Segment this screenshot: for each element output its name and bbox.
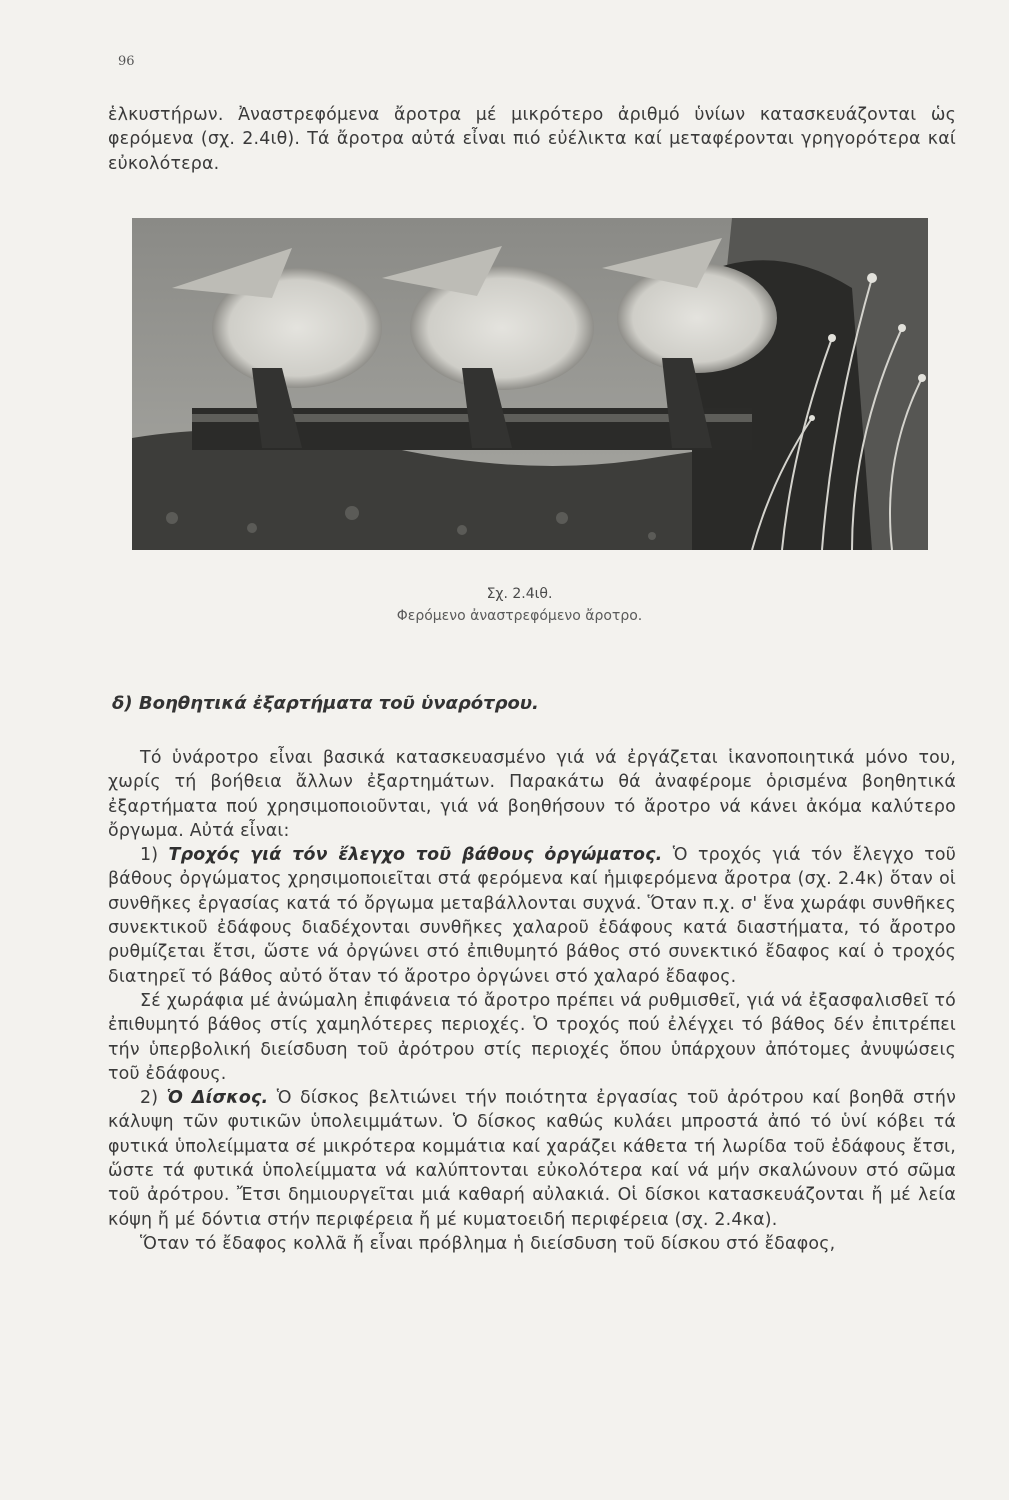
paragraph: Ὅταν τό ἔδαφος κολλᾶ ἤ εἶναι πρόβλημα ἡ διείσδυση τοῦ δίσκου στό ἔδαφος, — [140, 1233, 836, 1254]
item-number: 1) — [140, 845, 159, 866]
plough-photo — [132, 218, 928, 550]
paragraph: Τό ὑνάροτρο εἶναι βασικά κατασκευασμένο γιά νά ἐργάζεται ἱκανοποιητικά μόνο του, χωρίς τή βοήθεια ἄλλων ἐξαρτημάτων. Παρακάτω θά ἀναφέρομε ὁρισμένα βοηθητικά ἐξαρτήματα πού χρησιμοποιοῦνται, γιά νά βοηθήσουν τό ἄροτρο νά κάνει ἀκόμα καλύτερο ὄργωμα. Αὐτά εἶναι: — [108, 748, 956, 841]
item-title: Ὁ Δίσκος. — [166, 1088, 269, 1109]
item-number: 2) — [140, 1088, 159, 1109]
intro-paragraph: ἑλκυστήρων. Ἀναστρεφόμενα ἄροτρα μέ μικρότερο ἀριθμό ὑνίων κατασκευάζονται ὡς φερόμενα (σχ. 2.4ιθ). Τά ἄροτρα αὐτά εἶναι πιό εὐέλικτα καί μεταφέρονται γρηγορότερα καί εὐκολότερα. — [108, 105, 956, 174]
paragraph: Σέ χωράφια μέ ἀνώμαλη ἐπιφάνεια τό ἄροτρο πρέπει νά ρυθμισθεῖ, γιά νά ἐξασφαλισθεῖ τό ἐπιθυμητό βάθος στίς χαμηλότερες περιοχές. Ὁ τροχός πού ἐλέγχει τό βάθος δέν ἐπιτρέπει τήν ὑπερβολική διείσδυση τοῦ ἀρότρου στίς περιοχές ὅπου ὑπάρχουν ἀπότομες ἀνυψώσεις τοῦ ἐδάφους. — [108, 990, 956, 1084]
body-text — [108, 746, 956, 1256]
item-text: Ὁ τροχός γιά τόν ἔλεγχο τοῦ βάθους ὀργώματος χρησιμοποιεῖται στά φερόμενα καί ἡμιφερόμενα ἄροτρα (σχ. 2.4κ) ὅταν οἱ συνθῆκες ἐργασίας κατά τό ὄργωμα μεταβάλλονται συχνά. Ὅταν π.χ. σ' ἕνα χωράφι συνθῆκες συνεκτικοῦ ἐδάφους διαδέχονται συνθῆκες χαλαροῦ ἐδάφους κατά διαστήματα, τό ἄροτρο ρυθμίζεται ἔτσι, ὥστε νά ὀργώνει στό ἐπιθυμητό βάθος στό συνεκτικό ἔδαφος καί ὁ τροχός διατηρεῖ τό βάθος αὐτό ὅταν τό ἄροτρο ὀργώνει στό χαλαρό ἔδαφος. — [108, 845, 956, 987]
item-text: Ὁ δίσκος βελτιώνει τήν ποιότητα ἐργασίας τοῦ ἀρότρου καί βοηθᾶ στήν κάλυψη τῶν φυτικῶν ὑπολειμμάτων. Ὁ δίσκος καθώς κυλάει μπροστά ἀπό τό ὑνί κόβει τά φυτικά ὑπολείμματα σέ μικρότερα κομμάτια καί χαράζει κάθετα τή λωρίδα τοῦ ἐδάφους ἔτσι, ὥστε τά φυτικά ὑπολείμματα νά καλύπτονται εὐκολότερα καί νά μήν σκαλώνουν στό σῶμα τοῦ ἀρότρου. Ἔτσι δημιουργεῖται μιά καθαρή αὐλακιά. Οἱ δίσκοι κατασκευάζονται ἤ μέ λεία κόψη ἤ μέ δόντια στήν περιφέρεια ἤ μέ κυματοειδή περιφέρεια (σχ. 2.4κα). — [108, 1088, 956, 1230]
figure-caption: Φερόμενο ἀναστρεφόμενο ἄροτρο. — [396, 608, 643, 624]
item-title: Τροχός γιά τόν ἔλεγχο τοῦ βάθους ὀργώματος. — [168, 845, 663, 866]
plough-photo-graphic — [132, 218, 928, 550]
figure-number: Σχ. 2.4ιθ. — [486, 586, 553, 602]
section-heading: δ) Βοηθητικά ἐξαρτήματα τοῦ ὑναρότρου. — [112, 693, 539, 714]
list-item-2 — [108, 1086, 956, 1232]
page-number: 96 — [118, 54, 135, 69]
list-item-1 — [108, 843, 956, 989]
